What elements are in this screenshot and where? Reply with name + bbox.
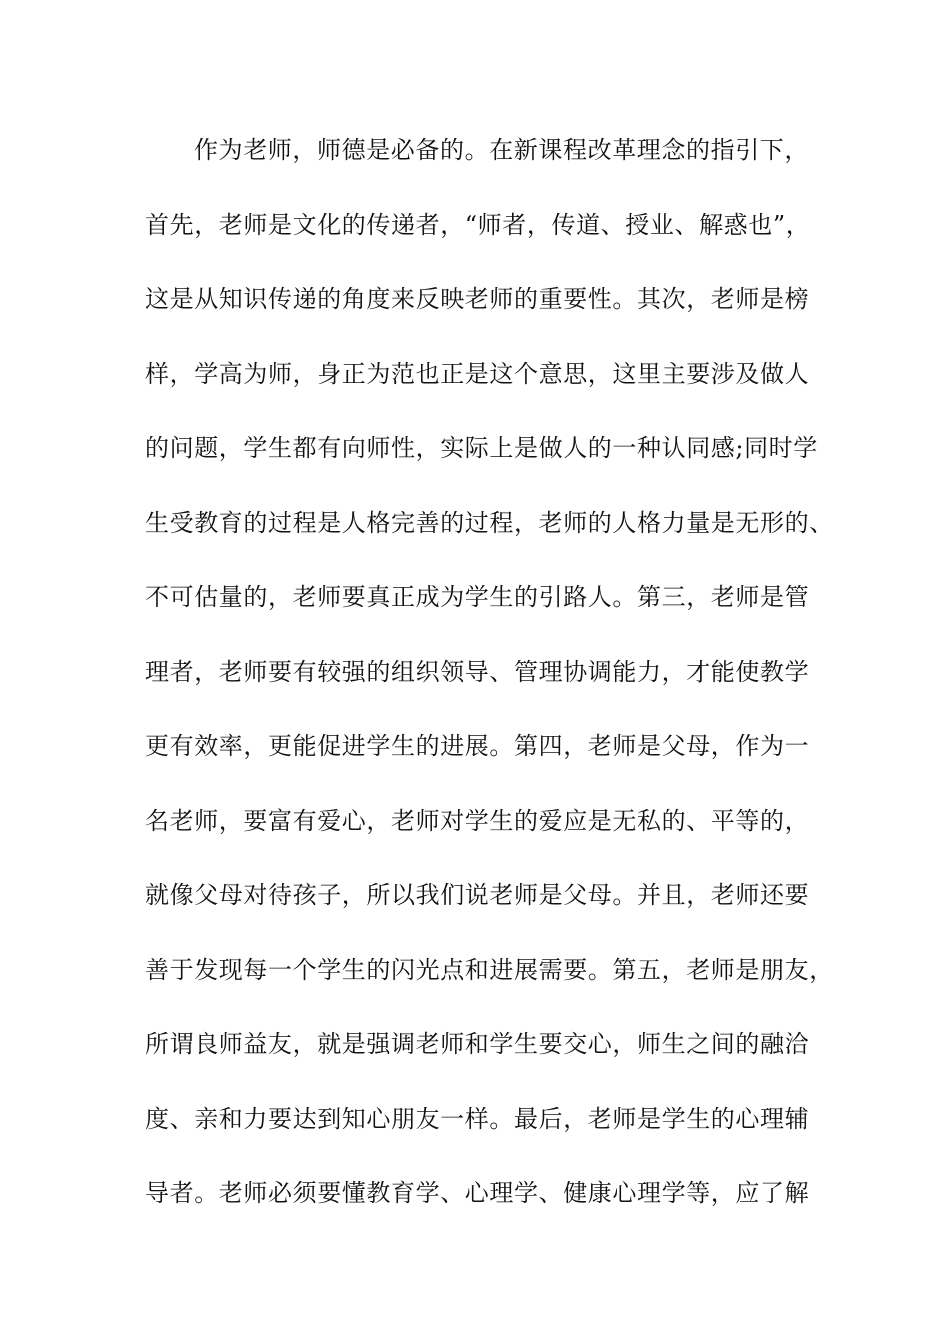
text-line: 的问题，学生都有向师性，实际上是做人的一种认同感;同时学 <box>145 434 818 462</box>
text-line: 度、亲和力要达到知心朋友一样。最后，老师是学生的心理辅 <box>145 1104 810 1133</box>
text-line: 理者，老师要有较强的组织领导、管理协调能力，才能使教学 <box>145 657 810 686</box>
text-line: 名老师，要富有爱心，老师对学生的爱应是无私的、平等的， <box>145 806 810 835</box>
text-line: 首先，老师是文化的传递者，“师者，传道、授业、解惑也”， <box>145 210 811 239</box>
text-line: 更有效率，更能促进学生的进展。第四，老师是父母，作为一 <box>145 732 810 760</box>
text-line: 这是从知识传递的角度来反映老师的重要性。其次，老师是榜 <box>145 285 810 313</box>
text-line: 生受教育的过程是人格完善的过程，老师的人格力量是无形的、 <box>145 508 834 537</box>
body-paragraph <box>145 128 834 1246</box>
text-line: 不可估量的，老师要真正成为学生的引路人。第三，老师是管 <box>145 583 810 611</box>
text-line: 作为老师，师德是必备的。在新课程改革理念的指引下， <box>194 136 809 164</box>
text-line: 导者。老师必须要懂教育学、心理学、健康心理学等，应了解 <box>145 1179 810 1207</box>
text-line: 就像父母对待孩子，所以我们说老师是父母。并且，老师还要 <box>145 881 810 909</box>
text-line: 善于发现每一个学生的闪光点和进展需要。第五，老师是朋友， <box>145 955 834 984</box>
text-line: 所谓良师益友，就是强调老师和学生要交心，师生之间的融洽 <box>145 1030 810 1058</box>
text-line: 样，学高为师，身正为范也正是这个意思，这里主要涉及做人 <box>145 359 810 388</box>
